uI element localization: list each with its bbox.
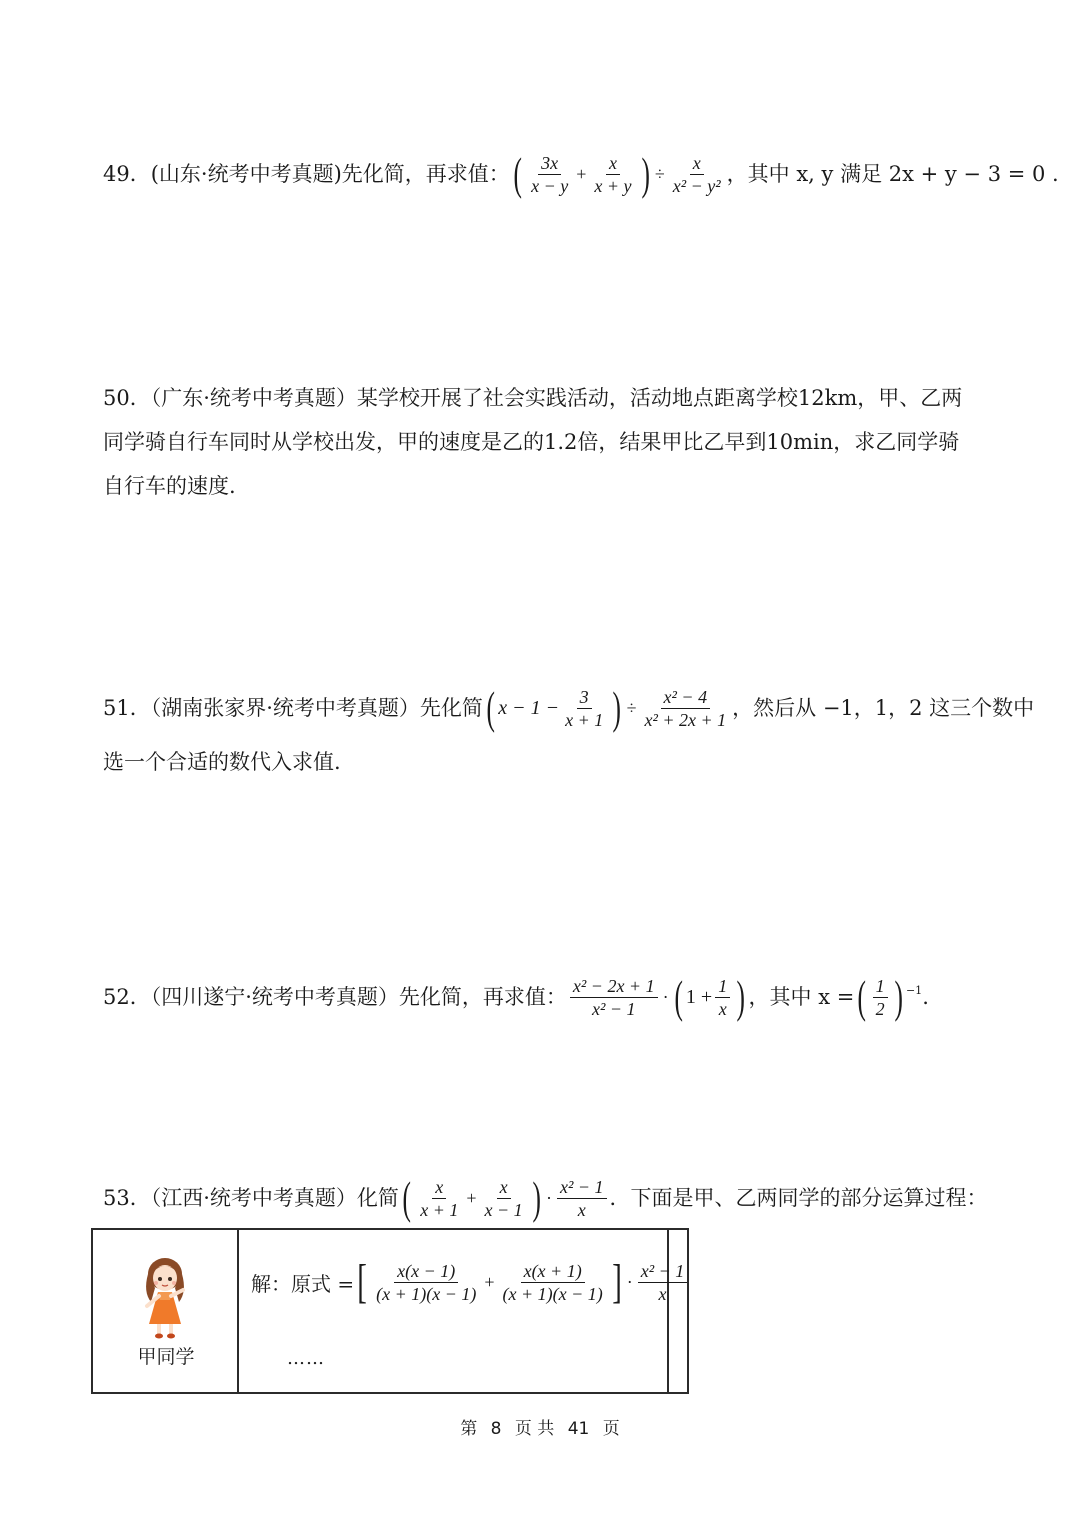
solution-cell <box>239 1230 685 1392</box>
q49-suffix: ，其中 x, y 满足 2x + y − 3 = 0 . <box>726 162 1059 186</box>
student-name: 甲同学 <box>137 1346 195 1368</box>
sol-fraction-3: $\frac{\text{x² − 1}}{x}$ <box>638 1260 688 1305</box>
student-cell <box>93 1230 239 1392</box>
question-51: 51．（湖南张家界·统考中考真题）先化简 ( x − 1 − $\frac{3}{x + 1}$ ) ÷ $\frac{\text{x² − 4}}{\text{x² + 2x + 1}}$ ，然后从 −1，1，2 这三个数中 选一个合适的数代入求值. <box>103 686 1034 784</box>
footer-page: 8 <box>490 1419 502 1439</box>
sol-fraction-2: $\frac{x(x + 1)}{(x + 1)(x - 1)}$ <box>502 1260 603 1304</box>
q49-fraction-1: $\frac{3x}{x - y}$ <box>531 152 569 196</box>
q51-fraction-1: $\frac{3}{x + 1}$ <box>565 686 604 730</box>
question-49: 49．(山东·统考中考真题)先化简，再求值： ( $\frac{3x}{x - y}$ + $\frac{x}{x + y}$ ) ÷ $\frac{x}{\text{x² − y²}}$ ，其中 x, y 满足 2x + y − 3 = 0 . <box>103 148 1059 199</box>
q52-exponent: −1 <box>905 984 923 997</box>
q52-inner: 1 + <box>685 986 713 1008</box>
solution-label: 解：原式 = <box>251 1271 355 1296</box>
q52-fraction-1: $\frac{\text{x² − 2x + 1}}{\text{x² − 1}}$ <box>570 975 658 1020</box>
q53-fraction-2: $\frac{x}{x - 1}$ <box>484 1176 523 1220</box>
q51-line-2: 选一个合适的数代入求值. <box>103 750 341 774</box>
footer-pre: 第 <box>460 1419 478 1439</box>
q51-prefix: 51．（湖南张家界·统考中考真题）先化简 <box>103 696 483 720</box>
q49-fraction-2: $\frac{x}{x + y}$ <box>594 152 632 196</box>
ellipsis: …… <box>287 1348 325 1369</box>
footer-post: 页 <box>602 1419 620 1439</box>
girl-avatar-icon <box>129 1252 201 1340</box>
q52-prefix: 52．（四川遂宁·统考中考真题）先化简，再求值： <box>103 985 567 1009</box>
question-53: 53．（江西·统考中考真题）化简 ( $\frac{x}{x + 1}$ + $\frac{x}{x - 1}$ ) · $\frac{\text{x² − 1}}{x}$ ．下面是甲、乙两同学的部分运算过程： <box>103 1172 988 1223</box>
q52-fraction-2: $\frac{1}{x}$ <box>715 975 730 1020</box>
q50-line-3: 自行车的速度. <box>103 474 236 498</box>
solution-line: 解：原式 = [ $\frac{x(x - 1)}{(x + 1)(x - 1)}$ + $\frac{x(x + 1)}{(x + 1)(x - 1)}$ ] · $\frac{\text{x² − 1}}{x}$ <box>251 1258 690 1306</box>
q53-suffix: ．下面是甲、乙两同学的部分运算过程： <box>609 1186 988 1210</box>
question-52: 52．（四川遂宁·统考中考真题）先化简，再求值： $\frac{\text{x² − 2x + 1}}{\text{x² − 1}}$ · ( 1 + $\frac{1}{x}$ ) ，其中 x = ( $\frac{1}{2}$ ) $^{-1}$ . <box>103 971 929 1022</box>
q53-prefix: 53．（江西·统考中考真题）化简 <box>103 1186 399 1210</box>
q51-fraction-2: $\frac{\text{x² − 4}}{\text{x² + 2x + 1}}$ <box>644 686 727 730</box>
q52-suffix: . <box>922 985 929 1009</box>
q51-suffix: ，然后从 −1，1，2 这三个数中 <box>732 696 1035 720</box>
q50-line-2: 同学骑自行车同时从学校出发，甲的速度是乙的1.2倍，结果甲比乙早到10min，求乙同学骑 <box>103 430 960 454</box>
page-footer <box>0 1414 1080 1439</box>
q52-fraction-3: $\frac{1}{2}$ <box>873 975 888 1020</box>
footer-mid: 页 共 <box>514 1419 555 1439</box>
footer-total: 41 <box>567 1419 590 1439</box>
q49-prefix: 49．(山东·统考中考真题)先化简，再求值： <box>103 162 510 186</box>
q49-fraction-3: $\frac{x}{\text{x² − y²}}$ <box>672 152 721 196</box>
q52-mid: ，其中 x = <box>748 985 855 1009</box>
sol-fraction-1: $\frac{x(x - 1)}{(x + 1)(x - 1)}$ <box>376 1260 477 1304</box>
q53-fraction-1: $\frac{x}{x + 1}$ <box>420 1176 459 1220</box>
q53-fraction-3: $\frac{\text{x² − 1}}{x}$ <box>557 1176 607 1221</box>
q50-line-1: 50．（广东·统考中考真题）某学校开展了社会实践活动，活动地点距离学校12km，甲、乙两 <box>103 386 963 410</box>
question-50 <box>103 376 962 508</box>
solution-table <box>91 1228 689 1394</box>
q51-inner: x − 1 − <box>498 697 560 719</box>
